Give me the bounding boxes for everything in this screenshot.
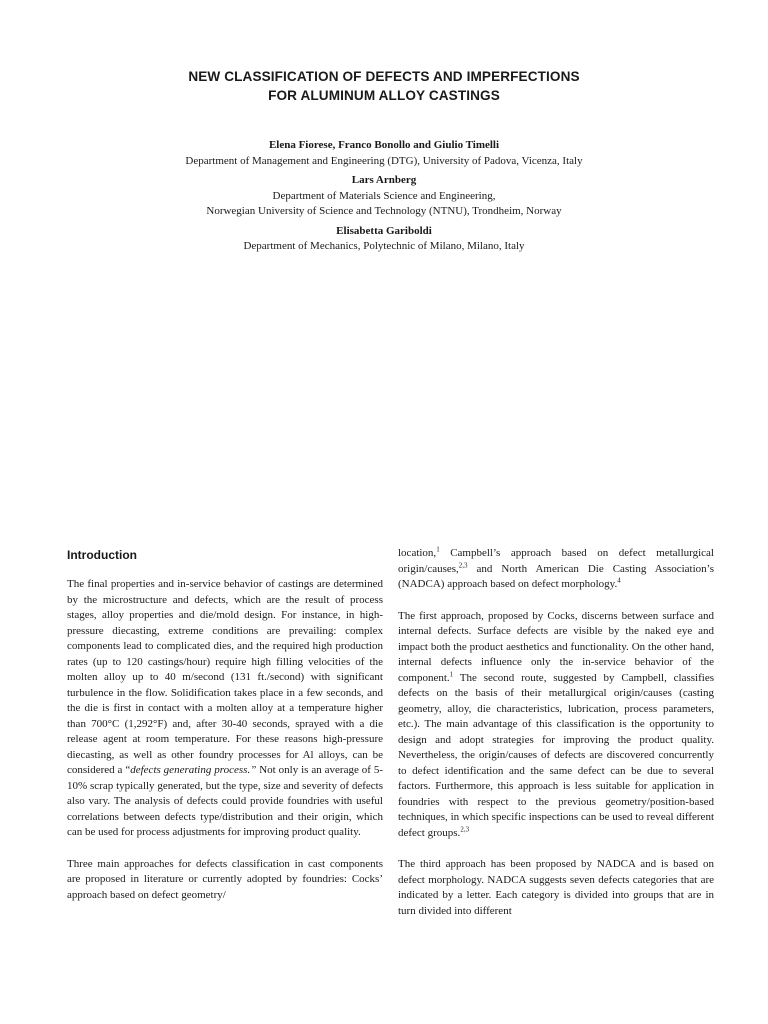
left-column [67, 546, 383, 919]
right-column [398, 546, 714, 935]
author-affiliation: Department of Management and Engineering (DTG), University of Padova, Vicenza, Italy [185, 154, 583, 167]
section-heading: Introduction [67, 548, 137, 562]
title-line-1: NEW CLASSIFICATION OF DEFECTS AND IMPERFECTIONS [188, 69, 580, 84]
paragraph: The first approach, proposed by Cocks, discerns between surface and internal defects. Surface defects are visible by the naked eye and impact both the product aesthetics and functionality. On the other hand, internal defects influence only the in-service behavior of the component.$^1$ The second route, suggested by Campbell, classifies defects on the basis of their metallurgical origin/causes (casting geometry, alloy, die characteristics, lubrication, process parameters, etc.). The main advantage of this classification is the opportunity to design and adopt strategies for improving the product quality. Nevertheless, the origin/causes of defects are discovered concurrently to defect identification and the same defect can be due to several factors. Furthermore, this approach is less suitable for application in foundries with respect to the previous geometry/position-based techniques, in which specific inspections can be used to reveal different defect groups.$^{2,3}$ [398, 609, 714, 839]
author-block [0, 138, 768, 255]
paragraph: Three main approaches for defects classification in cast components are proposed in literature or currently adopted by foundries: Cocks’ approach based on defect geometry/ [67, 857, 383, 901]
author-names: Elisabetta Gariboldi [336, 224, 432, 237]
author-affiliation: Norwegian University of Science and Technology (NTNU), Trondheim, Norway [206, 205, 562, 217]
paragraph: The third approach has been proposed by NADCA and is based on defect morphology. NADCA suggests seven defects categories that are indicated by a letter. Each category is divided into groups that are in turn divided into different [398, 858, 714, 917]
title-line-2: FOR ALUMINUM ALLOY CASTINGS [268, 88, 500, 103]
paragraph: The final properties and in-service behavior of castings are determined by the microstructure and defects, which are the result of process stages, alloy properties and die/mold design. For instance, in high-pressure diecasting, extreme conditions are prevailing: complex components lead to complicated dies, and the required high production rates (up to 120 castings/hour) require high filling velocities of the molten alloy up to 40 m/second (131 ft./second) with significant turbulence in the flow. Solidification takes place in a few seconds, and the die is first in contact with a molten alloy at a temperature higher than 700°C (1,292°F) and, after 30-40 seconds, sprayed with a die release agent at room temperature. For these reasons high-pressure diecasting, as well as other foundry processes for Al alloys, can be considered a “defects generating process.” Not only is an average of 5-10% scrap typically generated, but the type, size and severity of defects also vary. The analysis of defects could provide foundries with useful correlations between defects type/distribution and their origin, which can be used for process adjustments for improving product quality. [67, 578, 383, 838]
paragraph: location,$^1$ Campbell’s approach based on defect metallurgical origin/causes,$^{2,3}$ and North American Die Casting Association’s (NADCA) approach based on defect morphology.$^4$ [398, 545, 714, 590]
author-names: Elena Fiorese, Franco Bonollo and Giulio Timelli [268, 139, 500, 151]
author-affiliation: Department of Materials Science and Engineering, [272, 189, 496, 202]
author-names: Lars Arnberg [351, 174, 417, 186]
paper-title [0, 67, 768, 105]
author-affiliation: Department of Mechanics, Polytechnic of Milano, Milano, Italy [243, 240, 525, 252]
